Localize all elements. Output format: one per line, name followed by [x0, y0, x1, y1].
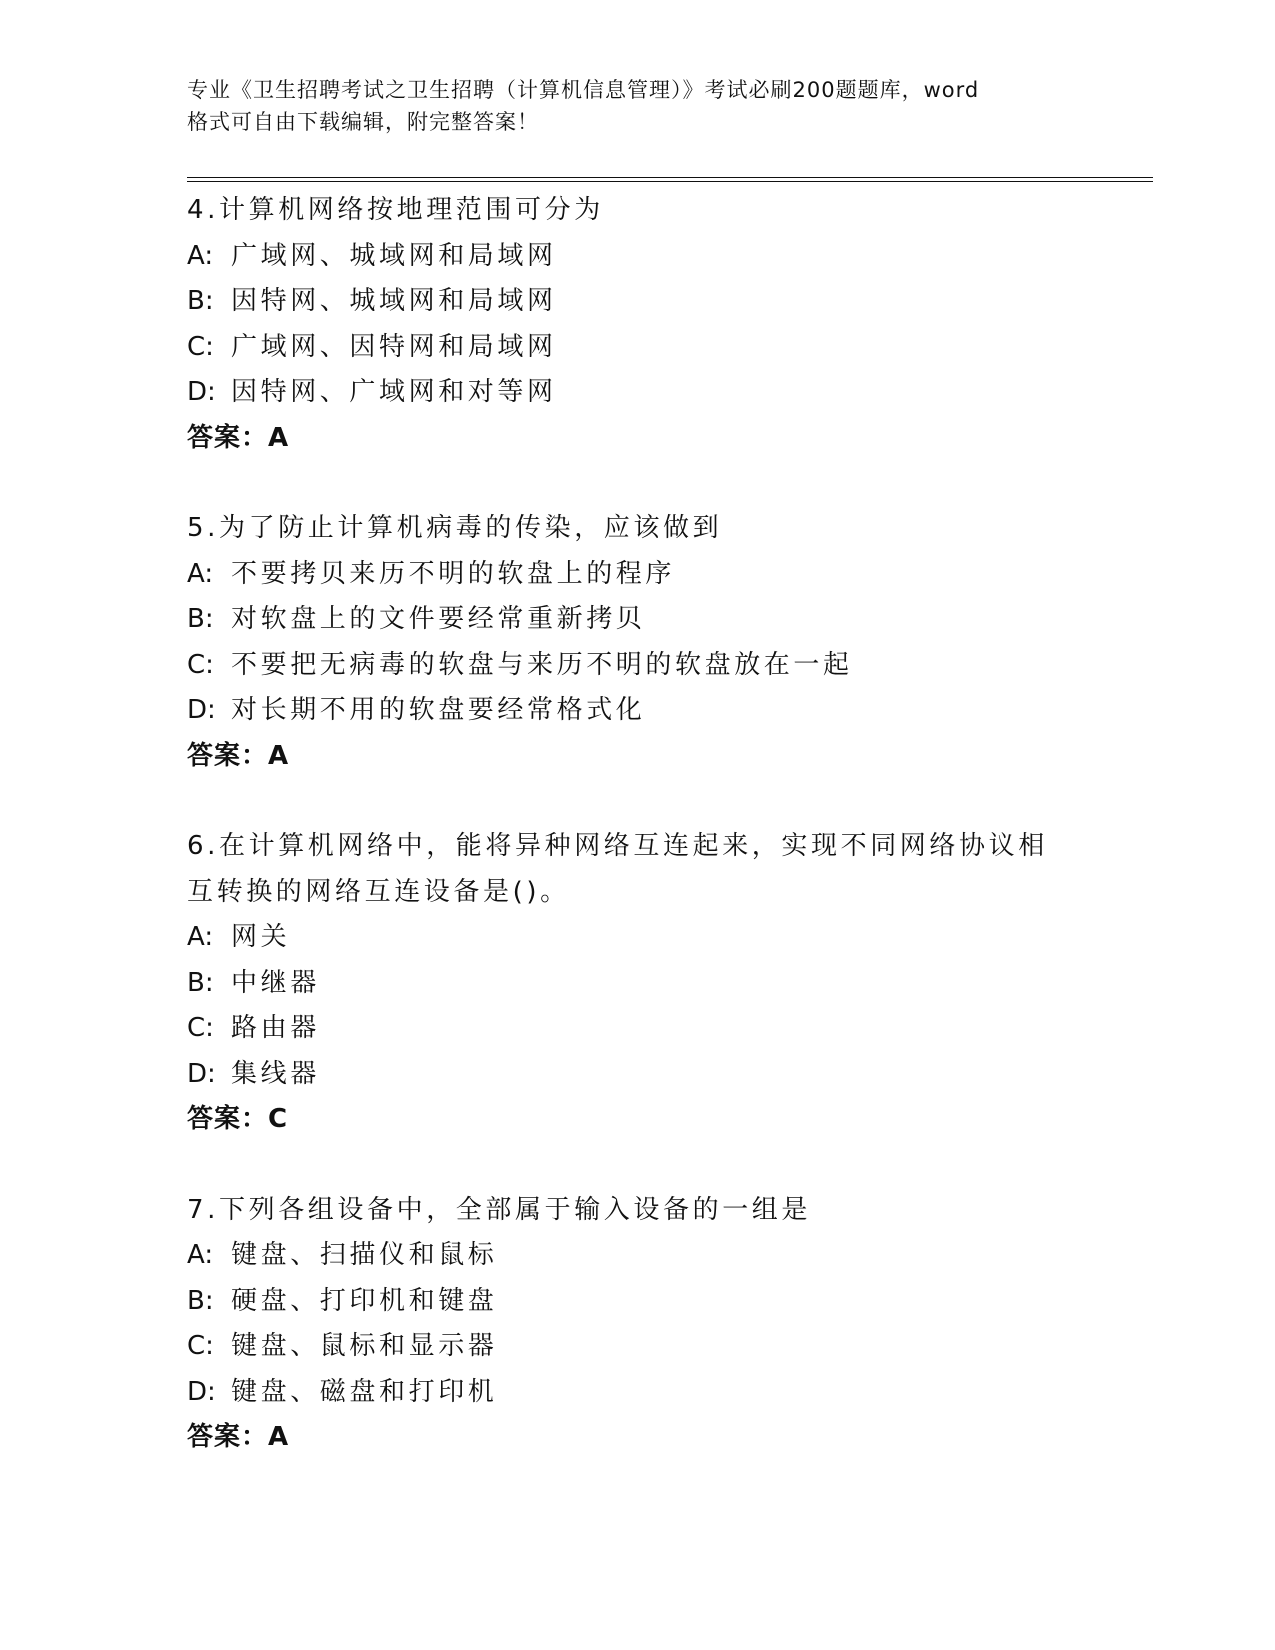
option-text: 不要拷贝来历不明的软盘上的程序	[231, 558, 676, 589]
option-text: 硬盘、打印机和键盘	[231, 1285, 498, 1316]
question-stem: 5.为了防止计算机病毒的传染，应该做到	[187, 513, 723, 543]
header-divider	[187, 177, 1153, 182]
question-stem: 4.计算机网络按地理范围可分为	[187, 195, 604, 225]
option-d	[187, 1052, 1137, 1098]
option-b	[187, 279, 1137, 325]
answer-line: 答案：A	[187, 740, 290, 771]
option-text: 键盘、磁盘和打印机	[231, 1376, 498, 1407]
option-d	[187, 370, 1137, 416]
option-letter: D:	[187, 1058, 216, 1089]
option-c	[187, 325, 1137, 371]
answer-line: 答案：C	[187, 1104, 289, 1134]
answer-line: 答案：A	[187, 1422, 290, 1452]
answer-line: 答案：A	[187, 422, 290, 453]
question-5	[187, 506, 1137, 779]
option-text: 中继器	[231, 967, 320, 998]
question-stem: 6.在计算机网络中，能将异种网络互连起来，实现不同网络协议相互转换的网络互连设备是()。	[187, 831, 1048, 907]
option-c	[187, 643, 1137, 689]
option-letter: B:	[187, 604, 214, 634]
option-a	[187, 234, 1137, 280]
option-a	[187, 1233, 1137, 1279]
option-letter: C:	[187, 1013, 214, 1043]
option-text: 网关	[231, 922, 291, 952]
option-d	[187, 1370, 1137, 1416]
option-b	[187, 597, 1137, 643]
question-6	[187, 824, 1137, 1143]
option-letter: A:	[187, 1240, 214, 1270]
option-text: 广域网、城域网和局域网	[231, 240, 557, 271]
question-7	[187, 1188, 1137, 1461]
option-letter: A:	[187, 240, 214, 271]
option-a	[187, 552, 1137, 598]
option-text: 广域网、因特网和局域网	[231, 331, 557, 362]
option-text: 对软盘上的文件要经常重新拷贝	[231, 604, 646, 634]
document-header	[187, 74, 1087, 138]
option-text: 键盘、扫描仪和鼠标	[231, 1240, 498, 1270]
option-letter: B:	[187, 286, 214, 316]
option-text: 路由器	[231, 1013, 320, 1043]
option-d	[187, 688, 1137, 734]
option-letter: B:	[187, 1285, 214, 1316]
option-text: 集线器	[231, 1058, 320, 1089]
option-text: 因特网、城域网和局域网	[231, 286, 557, 316]
option-letter: C:	[187, 331, 214, 362]
option-b	[187, 1279, 1137, 1325]
option-letter: A:	[187, 922, 214, 952]
header-title-line-1: 专业《卫生招聘考试之卫生招聘（计算机信息管理）》考试必刷200题题库，word	[187, 78, 980, 102]
option-text: 键盘、鼠标和显示器	[231, 1331, 498, 1361]
option-letter: D:	[187, 1376, 216, 1407]
option-b	[187, 961, 1137, 1007]
option-letter: D:	[187, 695, 216, 725]
option-text: 对长期不用的软盘要经常格式化	[231, 695, 646, 725]
option-letter: A:	[187, 558, 214, 589]
question-stem: 7.下列各组设备中，全部属于输入设备的一组是	[187, 1194, 812, 1225]
question-4	[187, 188, 1137, 461]
option-c	[187, 1324, 1137, 1370]
option-c	[187, 1006, 1137, 1052]
header-title-line-2: 格式可自由下载编辑，附完整答案！	[187, 110, 539, 134]
option-letter: C:	[187, 649, 214, 680]
option-a	[187, 915, 1137, 961]
question-list	[187, 188, 1137, 1461]
option-text: 因特网、广域网和对等网	[231, 377, 557, 407]
option-text: 不要把无病毒的软盘与来历不明的软盘放在一起	[231, 649, 853, 680]
option-letter: B:	[187, 967, 214, 998]
option-letter: C:	[187, 1331, 214, 1361]
option-letter: D:	[187, 377, 216, 407]
